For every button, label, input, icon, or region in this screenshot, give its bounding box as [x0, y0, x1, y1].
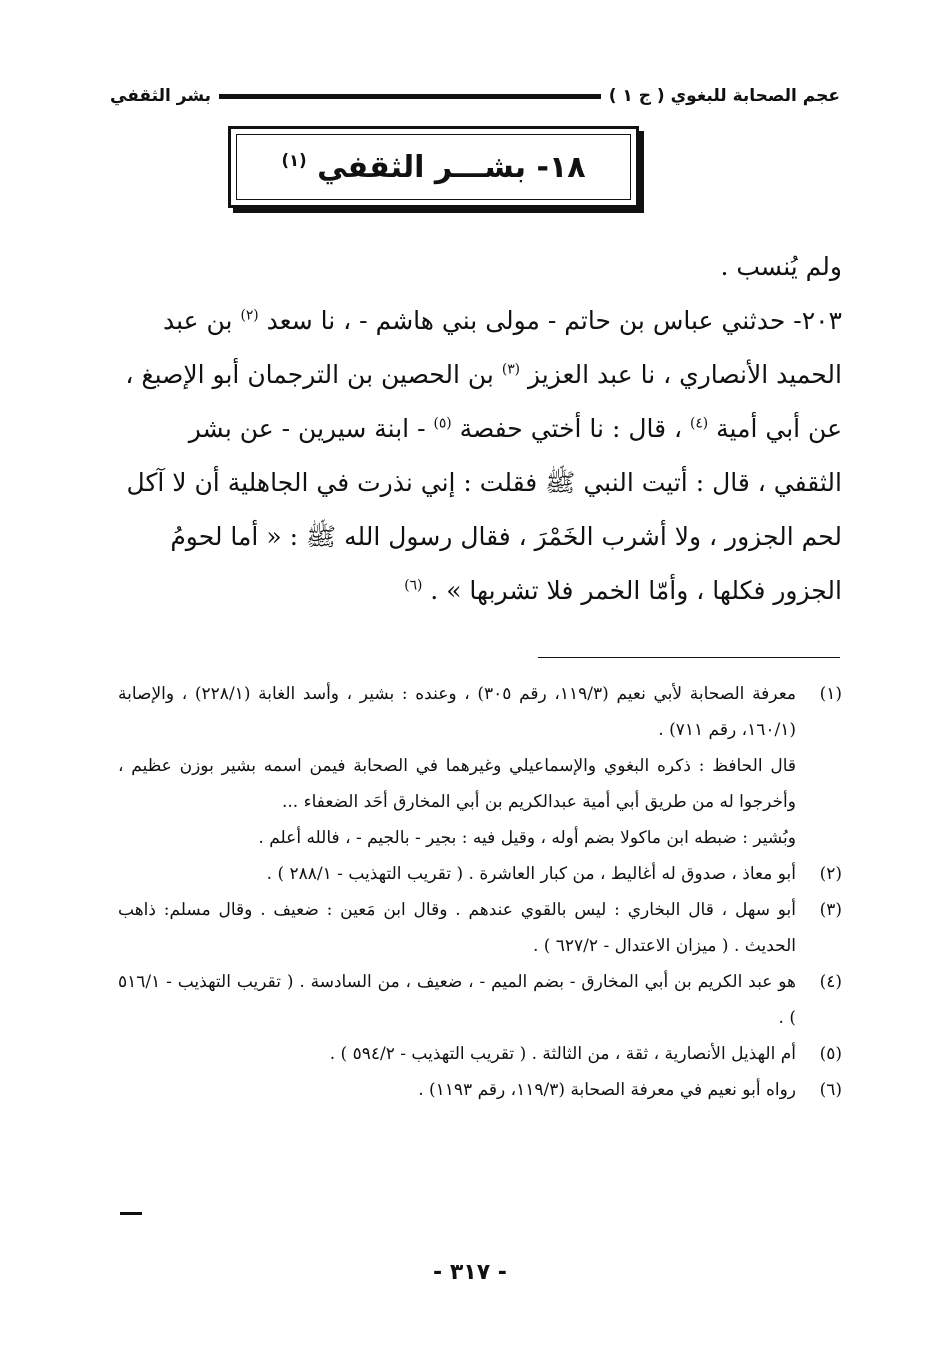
text-run: بن الحصين بن الترجمان أبو الإصبغ ، عن أبي أمية	[125, 360, 842, 443]
text-run: - ابنة سيرين - عن بشر الثقفي ، قال : أتيت النبي ﷺ فقلت : إني نذرت في الجاهلية أن لا آكل لحم الجزور ، ولا أشرب الخَمْرَ ، فقال رسول الله ﷺ : « أما لحومُ الجزور فكلها ، وأمّا الخمر فلا تشربها » .	[126, 414, 842, 605]
footnote-text: أم الهذيل الأنصارية ، ثقة ، من الثالثة . ( تقريب التهذيب - ٥٩٤/٢ ) .	[329, 1044, 796, 1064]
text-run: ٢٠٣- حدثني عباس بن حاتم - مولى بني هاشم - ، نا سعد	[266, 306, 842, 335]
footnotes	[118, 676, 842, 1108]
footnote-5	[118, 1036, 842, 1072]
footnote-text: قال الحافظ : ذكره البغوي والإسماعيلي وغيرهما في الصحابة فيمن اسمه بشير بوزن عظيم ، وأخرجوا له من طريق أبي أمية عبدالكريم بن أبي المخارق أحَد الضعفاء ...	[118, 756, 796, 812]
footnote-text: وبُشير : ضبطه ابن ماكولا بضم أوله ، وقيل فيه : بجير - بالجيم - ، فالله أعلم .	[258, 828, 796, 848]
footnote-marker: (٦)	[404, 577, 423, 594]
running-header	[110, 82, 840, 110]
footnote-marker: (١)	[281, 150, 307, 170]
footnote-6	[118, 1072, 842, 1108]
footnote-number: (٤)	[819, 972, 842, 992]
entry-title	[281, 150, 585, 185]
footnote-2	[118, 856, 842, 892]
footnote-text: رواه أبو نعيم في معرفة الصحابة (١١٩/٣، رقم ١١٩٣) .	[418, 1080, 796, 1100]
entry-title-text: ١٨- بشـــر الثقفي	[317, 149, 586, 185]
footnote-3	[118, 892, 842, 964]
dash-mark	[120, 1212, 142, 1215]
footnote-marker: (٤)	[690, 415, 709, 432]
footnote-number: (٥)	[819, 1044, 842, 1064]
header-entry-name: بشر الثقفي	[110, 86, 211, 106]
footnote-text: معرفة الصحابة لأبي نعيم (١١٩/٣، رقم ٣٠٥) ، وعنده : بشير ، وأسد الغابة (٢٢٨/١) ، والإصابة (١٦٠/١، رقم ٧١١) .	[118, 684, 796, 740]
footnote-text: أبو معاذ ، صدوق له أغاليط ، من كبار العاشرة . ( تقريب التهذيب - ٢٨٨/١ ) .	[266, 864, 796, 884]
footnote-marker: (٥)	[433, 415, 452, 432]
footnote-body	[118, 676, 796, 856]
footnote-number: (١)	[819, 684, 842, 704]
paragraph-2	[118, 294, 842, 618]
main-text	[118, 240, 842, 618]
footnote-1	[118, 676, 842, 856]
footnote-number: (٦)	[819, 1080, 842, 1100]
footnote-text: أبو سهل ، قال البخاري : ليس بالقوي عندهم . وقال ابن مَعين : ضعيف . وقال مسلم: ذاهب الحديث . ( ميزان الاعتدال - ٦٢٧/٢ ) .	[118, 900, 796, 956]
text-run: ، قال : نا أختي حفصة	[459, 414, 683, 443]
entry-title-box	[228, 126, 639, 208]
footnote-text: هو عبد الكريم بن أبي المخارق - بضم الميم - ، ضعيف ، من السادسة . ( تقريب التهذيب - ٥١٦/١ ) .	[118, 972, 796, 1028]
paragraph-1: ولم يُنسب .	[720, 252, 842, 281]
footnote-marker: (٢)	[240, 307, 259, 324]
footnote-number: (٢)	[819, 864, 842, 884]
footnote-4	[118, 964, 842, 1036]
header-book-title: عجم الصحابة للبغوي ( ج ١ )	[608, 86, 840, 106]
page-number: - ٣١٧ -	[433, 1260, 507, 1285]
footnote-separator	[538, 657, 840, 658]
footnote-marker: (٣)	[501, 361, 520, 378]
text-run: بن عبد الحميد الأنصاري ، نا عبد العزيز	[162, 306, 842, 389]
header-rule	[219, 94, 601, 99]
footnote-number: (٣)	[819, 900, 842, 920]
